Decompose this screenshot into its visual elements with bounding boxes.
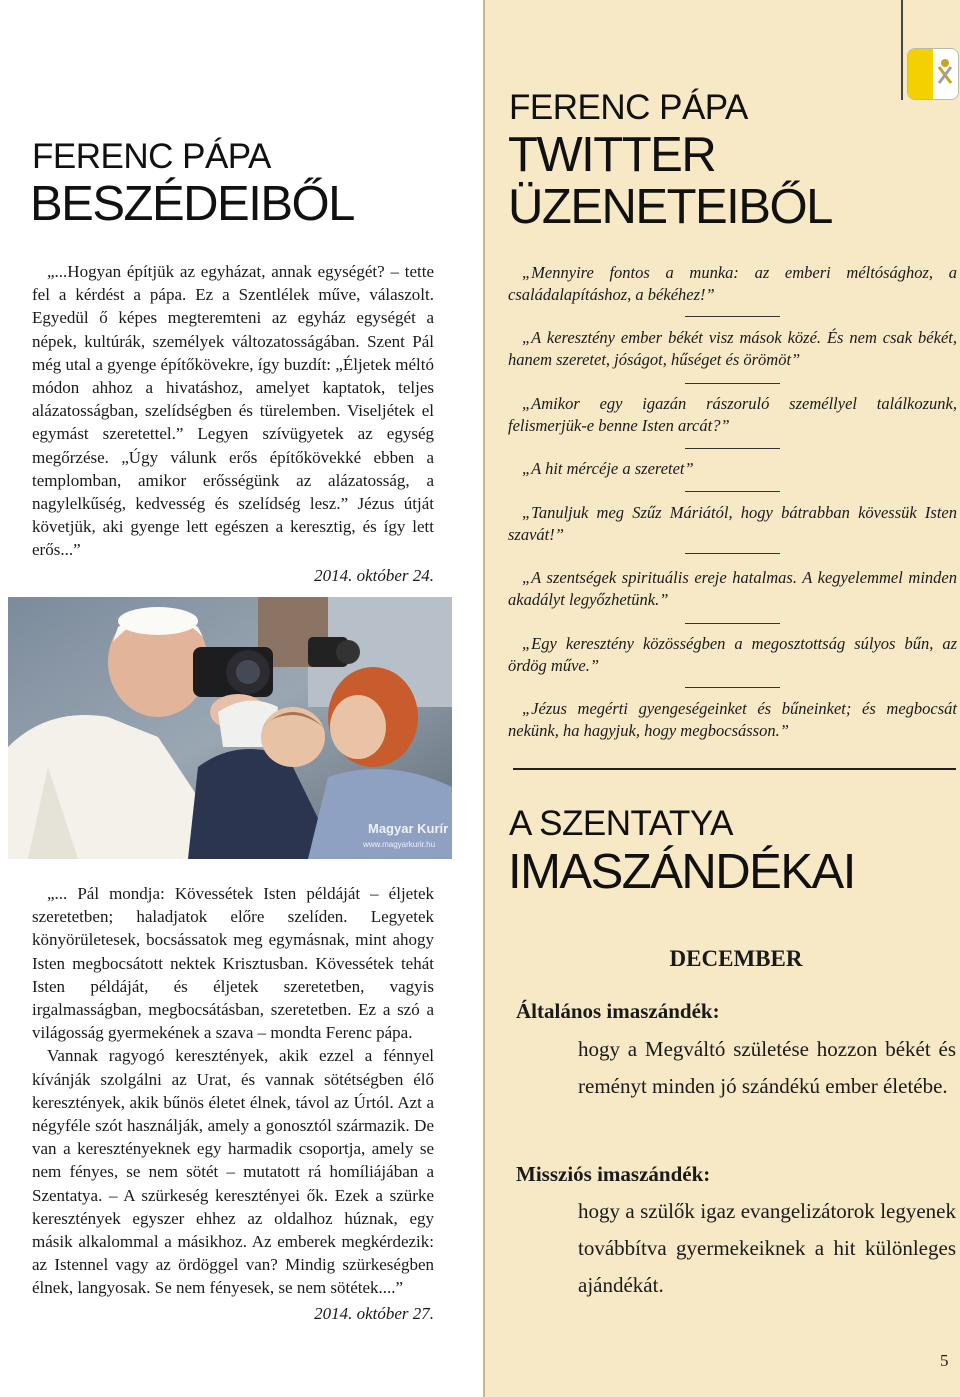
tweet: „Amikor egy igazán rászoruló személlyel találkozunk, felismerjük-e benne Isten arcát?”: [508, 394, 957, 435]
tweet-separator: [685, 383, 780, 384]
tweet: „Jézus megérti gyengeségeinket és bűneinket; és megbocsát nekünk, ha hagyjuk, hogy megbocsásson.”: [508, 699, 957, 740]
tweet: „A szentségek spirituális ereje hatalmas. A kegyelemmel minden akadályt legyőzhetünk.”: [508, 568, 957, 609]
twitter-heading-small: FERENC PÁPA: [509, 88, 748, 127]
page-number: 5: [940, 1351, 949, 1370]
pope-photo-illustration: [8, 597, 452, 859]
tweet: „Tanuljuk meg Szűz Máriától, hogy bátrabban kövessük Isten szavát!”: [508, 503, 957, 544]
general-intention-label: Általános imaszándék:: [516, 999, 720, 1023]
general-intention-text: hogy a Megváltó születése hozzon békét és reményt minden jó szándékú ember életébe.: [578, 1037, 956, 1098]
tweet-separator: [685, 553, 780, 554]
speech-block-2: [32, 882, 434, 1324]
tweet: „Mennyire fontos a munka: az emberi méltósághoz, a családalapításhoz, a békéhez!”: [508, 263, 957, 304]
tweet: „A keresztény ember békét visz mások közé. És nem csak békét, hanem szeretet, jóságot, hűséget és örömöt”: [508, 328, 957, 369]
vatican-flag-icon: [907, 48, 959, 100]
mission-intention-text: hogy a szülők igaz evangelizátorok legyenek továbbítva gyermekeiknek a hit különleges ajándékát.: [578, 1199, 956, 1297]
speech-paragraph-2b: Vannak ragyogó keresztények, akik ezzel a fénnyel kívánják szolgálni az Urat, és vannak sötétségben élő keresztények, akik bűnös életet élnek, távol az Úrtól. Azt a négyféle szót használják, amely a gonosztól származik. De van a keresztényeknek egy harmadik csoportja, amely se nem fényes, se nem sötét – mutatott rá homíliájában a Szentatya. – A szürkeség keresztényei ők. Ezek a szürke keresztények egyszer ehhez az oldalhoz húznak, egy másik alkalommal a másikhoz. Az emberek megkérdezik: az Istennel vagy az ördöggel van? Mindig szürkeségben élnek, langyosak. Se nem fényesek, se nem sötétek....”: [32, 1046, 434, 1298]
section-divider: [513, 768, 956, 770]
speech-paragraph-2a: „... Pál mondja: Kövessétek Isten példáját – éljetek szeretetben; haladjatok előre szelíden. Legyetek könyörületesek, bocsássatok meg egymásnak, mint ahogy Isten megbocsátott nektek Krisztusban. Kövessétek tehát Isten példáját, és éljetek szeretetben, vagyis irgalmasságban, megbocsátásban, szeretetben. Ez a szó a világosság gyermekének a szava – mondta Ferenc pápa.: [32, 884, 434, 1043]
tweet-separator: [685, 623, 780, 624]
column-divider: [483, 0, 485, 1397]
vertical-rule: [901, 0, 903, 100]
speech-date-1: 2014. október 24.: [314, 565, 434, 585]
tweet: „Egy keresztény közösségben a megosztottság súlyos bűn, az ördög műve.”: [508, 634, 957, 675]
speeches-heading-big: BESZÉDEIBŐL: [30, 177, 354, 231]
tweet-separator: [685, 491, 780, 492]
prayer-heading-big: IMASZÁNDÉKAI: [508, 845, 855, 899]
tweet-separator: [685, 687, 780, 688]
tweet: „A hit mércéje a szeretet”: [522, 459, 694, 478]
photo-watermark: Magyar Kurír: [368, 821, 449, 836]
month-label: DECEMBER: [669, 946, 803, 971]
speeches-heading-small: FERENC PÁPA: [32, 137, 271, 176]
pope-photo: [8, 597, 452, 859]
speech-block-1: [32, 260, 434, 586]
photo-watermark-url: www.magyarkurir.hu: [363, 840, 436, 849]
twitter-heading-big-2: ÜZENETEIBŐL: [508, 180, 832, 234]
tweet-separator: [685, 448, 780, 449]
prayer-heading-small: A SZENTATYA: [509, 804, 733, 843]
mission-intention-label: Missziós imaszándék:: [516, 1162, 711, 1186]
keys-emblem-icon: [908, 49, 958, 99]
tweet-separator: [685, 316, 780, 317]
speech-paragraph-1: „...Hogyan építjük az egyházat, annak egységét? – tette fel a kérdést a pápa. Ez a Szentlélek műve, válaszolt. Egyedül ő képes megteremteni az egyház egységét a népek, kultúrák, személyek változatosságában. Szent Pál még utal a gyenge építőkövekre, így buzdít: „Éljetek méltó módon ahhoz a hivatáshoz, amelyet kaptatok, teljes alázatosságban, szelídségben és türelemben. Viseljétek el egymást szeretettel.” Legyen szívügyetek az egység megőrzése. „Úgy válunk erős építőkövekké ebben a templomban, amikor erősségünk az alázatosság, a nagylelkűség, kedvesség és szelídség lesz.” Jézus útját követjük, aki gyenge lett egészen a keresztig, és így lett erős...”: [32, 262, 434, 560]
speech-date-2: 2014. október 27.: [314, 1303, 434, 1323]
twitter-heading-big-1: TWITTER: [508, 128, 716, 182]
